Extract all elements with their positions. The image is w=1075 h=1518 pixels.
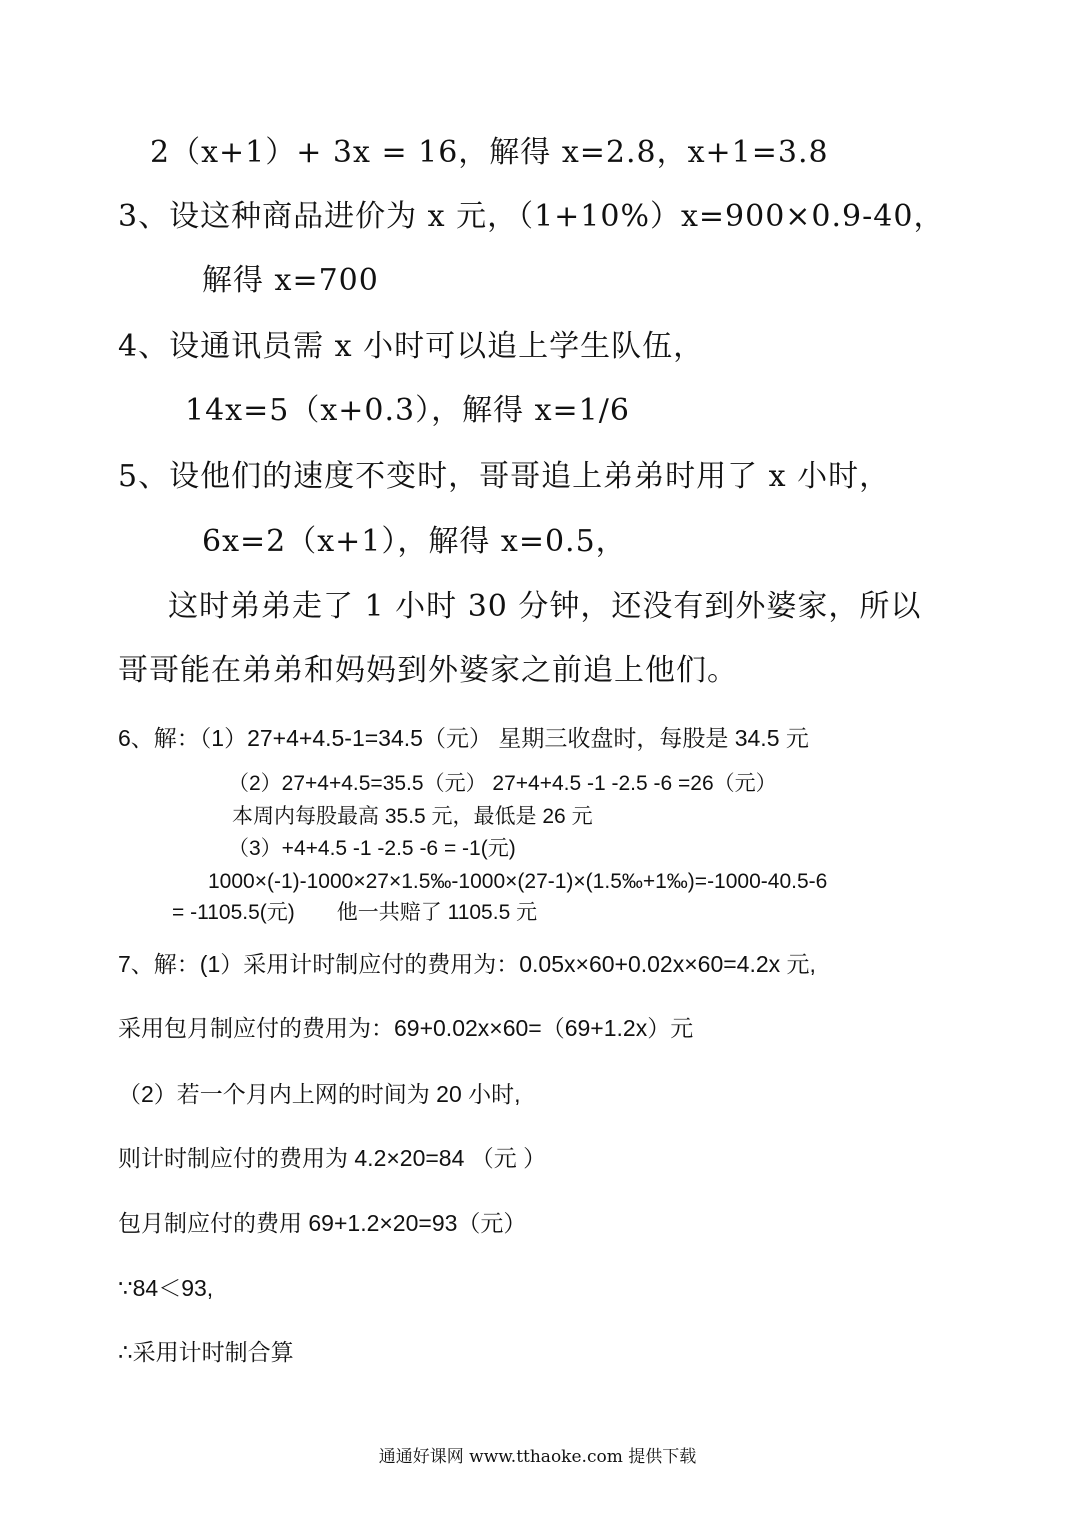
q6-line-1: 6、解：（1）27+4+4.5-1=34.5（元） 星期三收盘时，每股是 34.5 元 (118, 725, 809, 751)
q4-line-1: 4、设通讯员需 x 小时可以追上学生队伍， (118, 329, 705, 364)
q2-line-1: 2（x+1）+ 3x = 16，解得 x=2.8，x+1=3.8 (150, 135, 829, 170)
q7-line-2: 采用包月制应付的费用为：69+0.02x×60=（69+1.2x）元 (118, 1015, 694, 1041)
q6-line-2: （2）27+4+4.5=35.5（元） 27+4+4.5 -1 -2.5 -6 =26（元） (228, 772, 777, 795)
q6-line-3: 本周内每股最高 35.5 元，最低是 26 元 (232, 805, 593, 828)
q7-line-7: ∴采用计时制合算 (118, 1339, 294, 1365)
q7-line-3: （2）若一个月内上网的时间为 20 小时, (118, 1081, 521, 1107)
q6-line-6: = -1105.5(元) 他一共赔了 1105.5 元 (172, 901, 538, 924)
q7-line-4: 则计时制应付的费用为 4.2×20=84 （元 ） (118, 1145, 547, 1171)
q6-line-5: 1000×(-1)-1000×27×1.5‰-1000×(27-1)×(1.5‰+1‰)=-1000-40.5-6 (208, 870, 828, 893)
q5-line-1: 5、设他们的速度不变时，哥哥追上弟弟时用了 x 小时， (118, 459, 891, 494)
q3-line-2: 解得 x=700 (202, 263, 379, 298)
q7-line-5: 包月制应付的费用 69+1.2×20=93（元） (118, 1210, 527, 1236)
q3-line-1: 3、设这种商品进价为 x 元，（1+10%）x=900×0.9-40， (118, 199, 945, 234)
q5-line-3: 这时弟弟走了 1 小时 30 分钟，还没有到外婆家，所以 (168, 589, 922, 624)
q7-line-1: 7、解：(1）采用计时制应付的费用为：0.05x×60+0.02x×60=4.2x 元, (118, 951, 816, 977)
q6-line-4: （3）+4+4.5 -1 -2.5 -6 = -1(元) (228, 837, 516, 860)
footer-credit: 通通好课网 www.tthaoke.com 提供下载 (378, 1447, 697, 1467)
q5-line-4: 哥哥能在弟弟和妈妈到外婆家之前追上他们。 (118, 653, 738, 688)
q4-line-2: 14x=5（x+0.3），解得 x=1/6 (185, 393, 630, 428)
q5-line-2: 6x=2（x+1），解得 x=0.5， (202, 524, 627, 559)
q7-line-6: ∵84＜93, (118, 1275, 214, 1301)
